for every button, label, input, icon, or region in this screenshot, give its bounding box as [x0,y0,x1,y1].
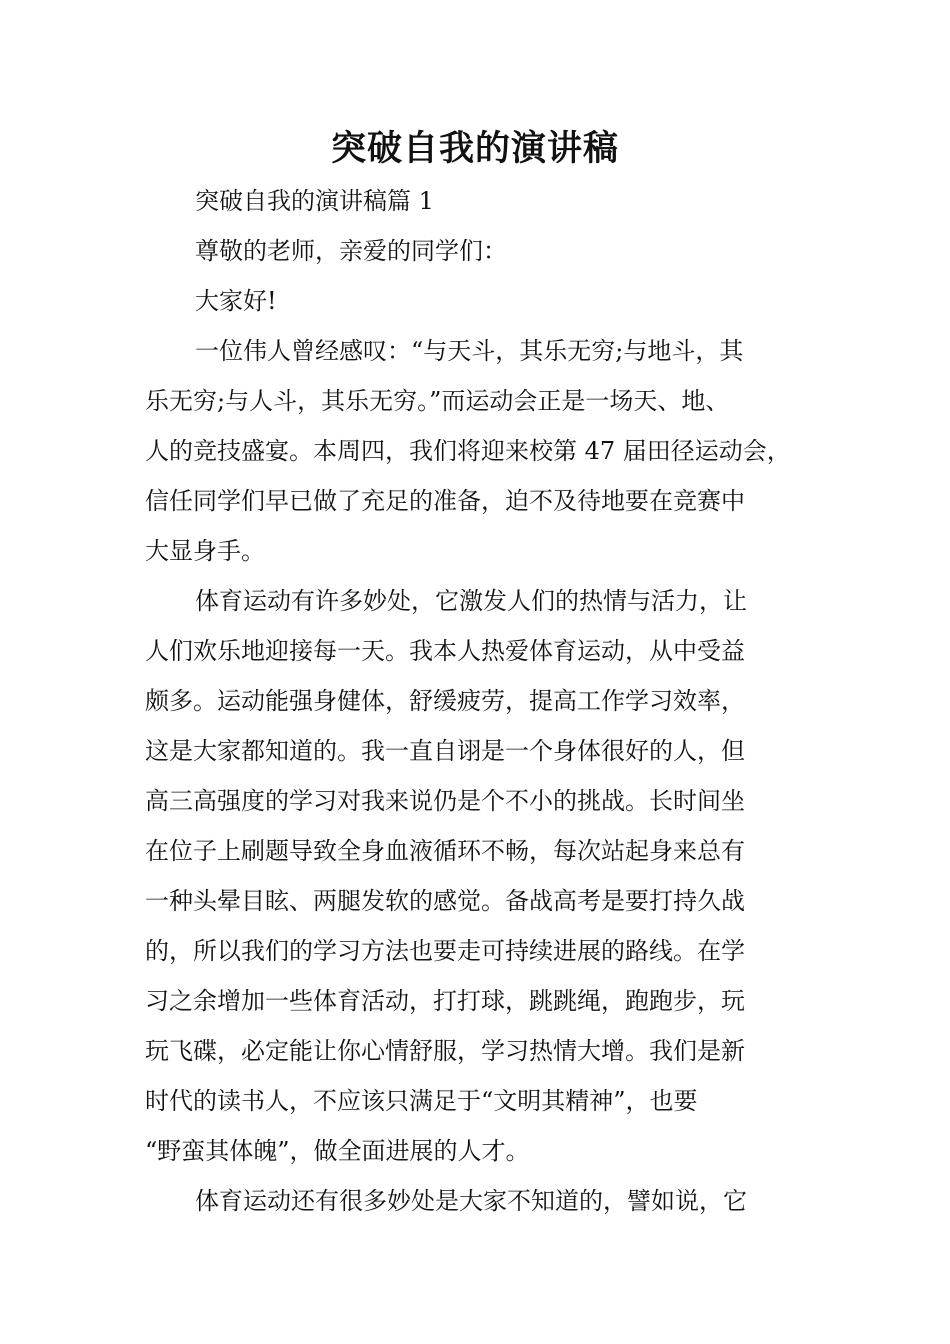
text-line: 颇多。运动能强身健体，舒缓疲劳，提高工作学习效率， [145,687,745,715]
text-line: 体育运动有许多妙处，它激发人们的热情与活力，让 [195,587,747,615]
text-line: 玩飞碟，必定能让你心情舒服，学习热情大增。我们是新 [145,1037,745,1065]
text-line: 大显身手。 [145,537,265,565]
text-line: 在位子上刷题导致全身血液循环不畅，每次站起身来总有 [145,837,745,865]
text-line: 信任同学们早已做了充足的准备，迫不及待地要在竞赛中 [145,487,745,515]
text-line: 体育运动还有很多妙处是大家不知道的，譬如说，它 [195,1187,747,1215]
text-line: 人的竞技盛宴。本周四，我们将迎来校第 47 届田径运动会， [145,437,791,465]
text-line: 习之余增加一些体育活动，打打球，跳跳绳，跑跑步，玩 [145,987,745,1015]
text-line: 高三高强度的学习对我来说仍是个不小的挑战。长时间坐 [145,787,745,815]
text-line: 大家好! [195,287,277,315]
text-line: 一种头晕目眩、两腿发软的感觉。备战高考是要打持久战 [145,887,745,915]
text-line: 一位伟人曾经感叹：“与天斗，其乐无穷;与地斗，其 [195,337,744,365]
document-body [145,176,807,1226]
text-line: 这是大家都知道的。我一直自诩是一个身体很好的人，但 [145,737,745,765]
text-line: 突破自我的演讲稿篇 1 [195,187,434,215]
text-line: 时代的读书人，不应该只满足于“文明其精神”，也要 [145,1087,698,1115]
text-line: 的，所以我们的学习方法也要走可持续进展的路线。在学 [145,937,745,965]
text-line: 尊敬的老师，亲爱的同学们： [195,237,507,265]
text-line: 人们欢乐地迎接每一天。我本人热爱体育运动，从中受益 [145,637,745,665]
text-line: 乐无穷;与人斗，其乐无穷。”而运动会正是一场天、地、 [145,387,730,415]
document-title: 突破自我的演讲稿 [330,129,619,169]
text-line: “野蛮其体魄”，做全面进展的人才。 [145,1137,530,1165]
